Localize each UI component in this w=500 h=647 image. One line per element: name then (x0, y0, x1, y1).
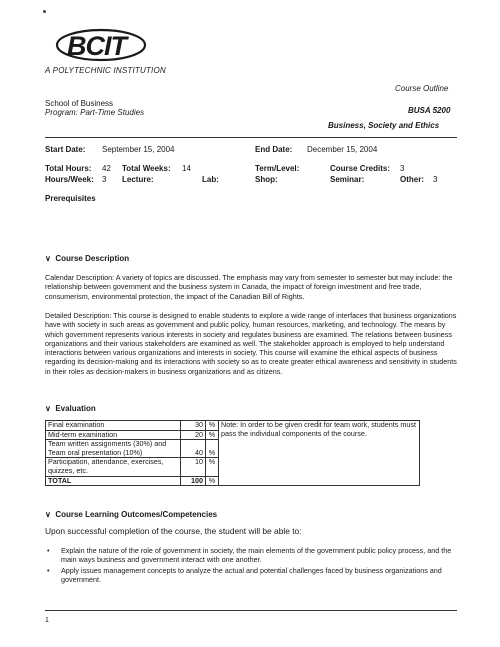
course-code: BUSA 5200 (408, 106, 451, 115)
evaluation-heading: ∨ Evaluation (45, 404, 96, 413)
course-credits-value: 3 (400, 164, 405, 173)
other-value: 3 (433, 175, 438, 184)
eval-value: 100 (181, 476, 206, 486)
course-title: Business, Society and Ethics (328, 121, 440, 130)
outcome-text: Apply issues management concepts to analyze the actual and potential challenges faced by business organizations and government. (61, 566, 442, 584)
logo-tagline: A POLYTECHNIC INSTITUTION (45, 66, 166, 75)
logo-text: BCIT (67, 31, 126, 61)
bullet-icon: • (47, 546, 50, 555)
page-number: 1 (45, 617, 49, 624)
course-description-heading: ∨ Course Description (45, 254, 130, 263)
table-row (46, 421, 420, 431)
start-date-label: Start Date: (45, 145, 86, 154)
hours-week-label: Hours/Week: (45, 175, 94, 184)
outcomes-list (45, 546, 455, 586)
outcome-text: Explain the nature of the role of government in society, the main elements of the government public policy process, and the main ways business and government interact with one another. (61, 546, 452, 564)
prerequisites-label: Prerequisites (45, 194, 96, 203)
bullet-icon: • (47, 566, 50, 575)
eval-value: 30 (181, 421, 206, 431)
lecture-label: Lecture: (122, 175, 154, 184)
course-credits-label: Course Credits: (330, 164, 391, 173)
total-weeks-value: 14 (182, 164, 191, 173)
eval-item: TOTAL (46, 476, 181, 486)
eval-unit: % (206, 440, 219, 458)
eval-unit: % (206, 458, 219, 476)
outcomes-heading: ∨ Course Learning Outcomes/Competencies (45, 510, 218, 519)
hours-week-value: 3 (102, 175, 107, 184)
end-date-label: End Date: (255, 145, 293, 154)
shop-label: Shop: (255, 175, 278, 184)
eval-unit: % (206, 430, 219, 440)
scan-mark (43, 10, 46, 13)
eval-item: Participation, attendance, exercises, quizzes, etc. (46, 458, 181, 476)
eval-unit: % (206, 476, 219, 486)
footer-divider (45, 610, 457, 611)
list-item (45, 566, 455, 584)
outcomes-intro: Upon successful completion of the course, the student will be able to: (45, 526, 302, 536)
chevron-down-icon: ∨ (45, 254, 51, 263)
start-date-value: September 15, 2004 (102, 145, 175, 154)
header-divider (45, 137, 457, 138)
term-level-label: Term/Level: (255, 164, 300, 173)
other-label: Other: (400, 175, 424, 184)
eval-unit: % (206, 421, 219, 431)
chevron-down-icon: ∨ (45, 404, 51, 413)
calendar-description: Calendar Description: A variety of topics are discussed. The emphasis may vary from semester to semester but may include: the relationship between government and the business system in Canada, the impact of foreign investment and free trade, consumerism, environmental protection, the impact of the Canadian Bill of Rights. (45, 273, 453, 301)
total-hours-label: Total Hours: (45, 164, 92, 173)
total-weeks-label: Total Weeks: (122, 164, 171, 173)
lab-label: Lab: (202, 175, 219, 184)
eval-value: 40 (181, 440, 206, 458)
program-name: Program: Part-Time Studies (45, 108, 145, 117)
eval-item: Final examination (46, 421, 181, 431)
end-date-value: December 15, 2004 (307, 145, 378, 154)
document-type: Course Outline (395, 84, 449, 93)
eval-value: 20 (181, 430, 206, 440)
seminar-label: Seminar: (330, 175, 365, 184)
chevron-down-icon: ∨ (45, 510, 51, 519)
eval-item: Mid-term examination (46, 430, 181, 440)
list-item (45, 546, 455, 564)
eval-value: 10 (181, 458, 206, 476)
total-hours-value: 42 (102, 164, 111, 173)
school-name: School of Business (45, 99, 114, 108)
bcit-logo (55, 26, 147, 64)
eval-item: Team written assignments (30%) and Team oral presentation (10%) (46, 440, 181, 458)
evaluation-note: Note: In order to be given credit for team work, students must pass the individual components of the course. (219, 421, 420, 486)
detailed-description: Detailed Description: This course is designed to enable students to explore a wide range of interfaces that business organizations have with society in such areas as government and public policy, human resources, marketing, and technology. The means by which government represents various interests in society and regulates business are examined. The relations between business organizations and their various stakeholders are examined as well. The stakeholder approach is employed to help understand interactions between various organizations and interests in society. This course will examine the ethical aspects of business regarding its decision-making and its interactions with society so as to create greater ethical awareness and sensitivity in students in their roles as decision-makers in business organizations and as citizens. (45, 311, 457, 376)
evaluation-table (45, 420, 420, 486)
